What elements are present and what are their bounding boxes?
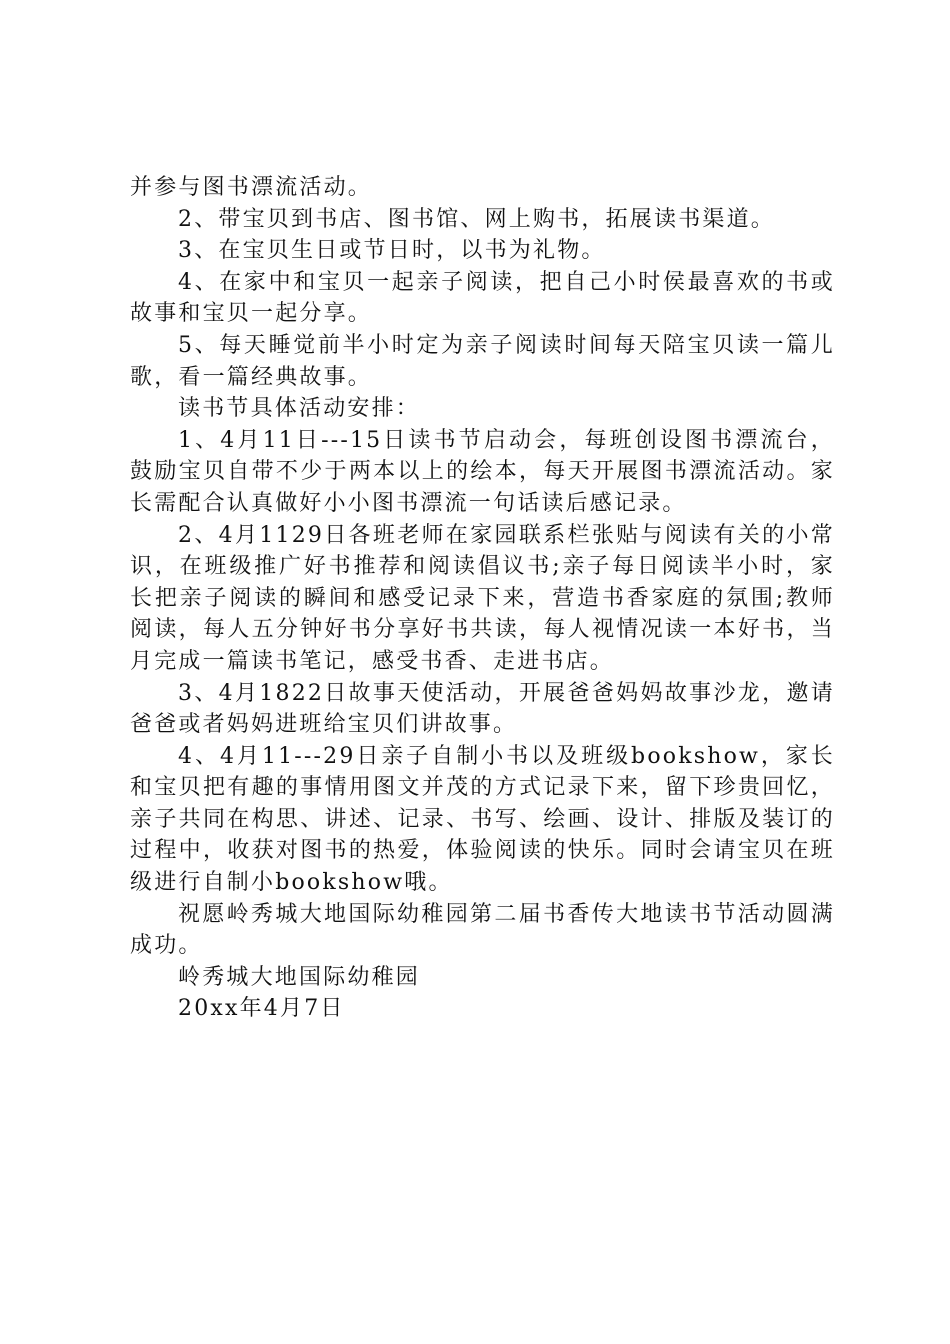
signature-org: 岭秀城大地国际幼稚园 bbox=[178, 964, 421, 990]
document-body bbox=[130, 172, 835, 1025]
section-heading: 读书节具体活动安排： bbox=[178, 396, 421, 422]
activity-3: 3、4月1822日故事天使活动，开展爸爸妈妈故事沙龙，邀请爸爸或者妈妈进班给宝贝们讲故事。 bbox=[130, 680, 835, 738]
activity-4: 4、4月11---29日亲子自制小书以及班级bookshow，家长和宝贝把有趣的事情用图文并茂的方式记录下来，留下珍贵回忆，亲子共同在构思、讲述、记录、书写、绘画、设计、排版及装订的过程中，收获对图书的热爱，体验阅读的快乐。同时会请宝贝在班级进行自制小bookshow哦。 bbox=[130, 743, 835, 896]
paragraph-item-2: 2、带宝贝到书店、图书馆、网上购书，拓展读书渠道。 bbox=[178, 206, 775, 232]
paragraph-continuation: 并参与图书漂流活动。 bbox=[130, 175, 373, 200]
paragraph-item-5: 5、每天睡觉前半小时定为亲子阅读时间每天陪宝贝读一篇儿歌，看一篇经典故事。 bbox=[130, 332, 835, 390]
paragraph-item-4: 4、在家中和宝贝一起亲子阅读，把自己小时侯最喜欢的书或故事和宝贝一起分享。 bbox=[130, 269, 835, 327]
activity-2: 2、4月1129日各班老师在家园联系栏张贴与阅读有关的小常识，在班级推广好书推荐和阅读倡议书;亲子每日阅读半小时，家长把亲子阅读的瞬间和感受记录下来，营造书香家庭的氛围;教师阅读，每人五分钟好书分享好书共读，每人视情况读一本好书，当月完成一篇读书笔记，感受书香、走进书店。 bbox=[130, 522, 835, 674]
signature-date: 20xx年4月7日 bbox=[178, 996, 345, 1022]
activity-1: 1、4月11日---15日读书节启动会，每班创设图书漂流台，鼓励宝贝自带不少于两本以上的绘本，每天开展图书漂流活动。家长需配合认真做好小小图书漂流一句话读后感记录。 bbox=[130, 427, 835, 516]
closing-wish: 祝愿岭秀城大地国际幼稚园第二届书香传大地读书节活动圆满成功。 bbox=[130, 901, 835, 959]
paragraph-item-3: 3、在宝贝生日或节日时，以书为礼物。 bbox=[178, 238, 606, 264]
